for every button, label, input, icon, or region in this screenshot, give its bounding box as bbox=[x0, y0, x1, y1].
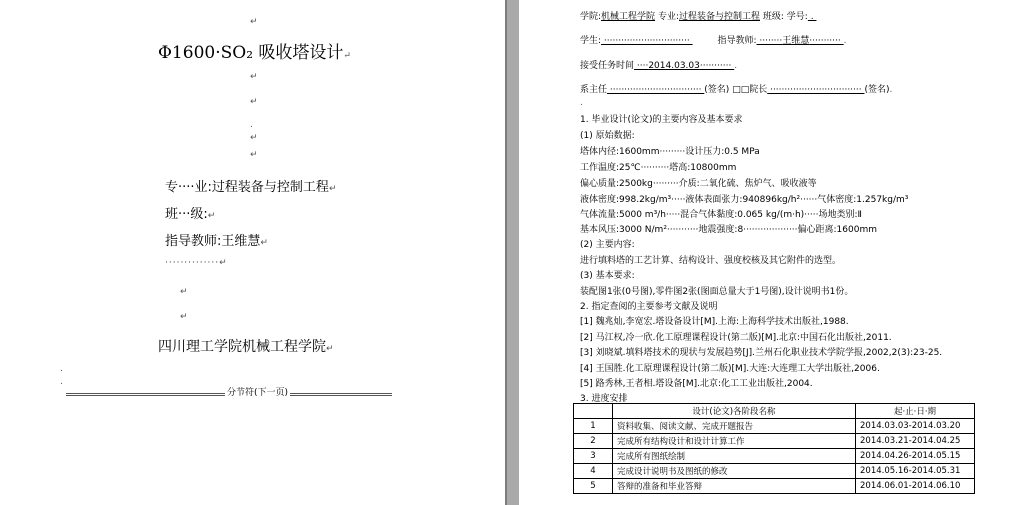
subsection-requirements[interactable]: (3) 基本要求: bbox=[580, 271, 635, 281]
data-line[interactable]: 工作温度:25℃··········塔高:10800mm bbox=[580, 163, 737, 173]
teacher-line[interactable]: 指导教师:王维慧↵ bbox=[165, 234, 268, 249]
section-break-label: 分节符(下一页) bbox=[225, 385, 290, 398]
paragraph-mark: ↵ bbox=[343, 51, 351, 61]
table-row bbox=[574, 464, 975, 479]
data-line[interactable]: 塔体内径:1600mm·········设计压力:0.5 MPa bbox=[580, 147, 760, 157]
table-row bbox=[574, 449, 975, 464]
task-time-line[interactable]: 接受任务时间 ····2014.03.03··········· . bbox=[580, 61, 738, 71]
class-label: 班···级: bbox=[165, 207, 208, 222]
subsection-raw-data[interactable]: (1) 原始数据: bbox=[580, 131, 635, 141]
content-text[interactable]: 进行填料塔的工艺计算、结构设计、强度校核及其它附件的选型。 bbox=[580, 256, 842, 266]
table-row bbox=[574, 479, 975, 494]
paragraph-mark: . bbox=[60, 377, 63, 387]
paragraph-mark: . bbox=[60, 364, 63, 374]
section-2-heading[interactable]: 2. 指定查阅的主要参考文献及说明 bbox=[580, 302, 718, 312]
section-3-heading[interactable]: 3. 进度安排 bbox=[580, 394, 628, 404]
section-1-heading[interactable]: 1. 毕业设计(论文)的主要内容及基本要求 bbox=[580, 115, 743, 125]
reference-item[interactable]: [3] 刘晓斌.填料塔技术的现状与发展趋势[J].兰州石化职业技术学院学报,2002,2(3):23-25. bbox=[580, 348, 943, 358]
row-number[interactable]: 4 bbox=[574, 464, 613, 479]
title-text: Φ1600·SO₂ 吸收塔设计 bbox=[158, 43, 344, 63]
row-date[interactable]: 2014.06.01-2014.06.10 bbox=[856, 479, 975, 494]
data-line[interactable]: 偏心质量:2500kg·········介质:二氧化硫、焦炉气、吸收液等 bbox=[580, 179, 817, 189]
reference-item[interactable]: [5] 路秀林,王者相.塔设备[M].北京:化工工业出版社,2004. bbox=[580, 379, 813, 389]
header-cell[interactable]: 起·止·日·期 bbox=[856, 404, 975, 419]
college-name[interactable]: 四川理工学院机械工程学院↵ bbox=[158, 339, 334, 355]
dotted-line: ··············↵ bbox=[165, 258, 228, 268]
task-time-value: 2014.03.03 bbox=[648, 61, 700, 71]
teacher-label: 指导教师: bbox=[165, 234, 222, 249]
paragraph-mark: ↵ bbox=[250, 72, 258, 82]
row-number[interactable]: 5 bbox=[574, 479, 613, 494]
row-number[interactable]: 2 bbox=[574, 434, 613, 449]
row-task[interactable]: 答辩的准备和毕业答辩 bbox=[613, 479, 856, 494]
row-task[interactable]: 完成所有结构设计和设计计算工作 bbox=[613, 434, 856, 449]
student-line[interactable]: 学生: ······························ 指导教师: ········王维慧··········· . bbox=[580, 36, 847, 46]
reference-item[interactable]: [1] 魏兆灿,李宽宏.塔设备设计[M].上海:上海科学技术出版社,1988. bbox=[580, 317, 849, 327]
requirements-text[interactable]: 装配图1张(0号图),零件图2张(图面总量大于1号图),设计说明书1份。 bbox=[580, 287, 854, 297]
document-title[interactable] bbox=[158, 38, 351, 63]
data-line[interactable]: 气体流量:5000 m³/h·····混合气体黏度:0.065 kg/(m·h)·····场地类别:Ⅱ bbox=[580, 210, 862, 220]
paragraph-mark: ↵ bbox=[250, 133, 258, 143]
row-date[interactable]: 2014.05.16-2014.05.31 bbox=[856, 464, 975, 479]
page-edge bbox=[505, 0, 507, 505]
table-row bbox=[574, 434, 975, 449]
subsection-content[interactable]: (2) 主要内容: bbox=[580, 240, 635, 250]
row-number[interactable]: 1 bbox=[574, 419, 613, 434]
row-date[interactable]: 2014.04.26-2014.05.15 bbox=[856, 449, 975, 464]
reference-item[interactable]: [4] 王国胜.化工原理课程设计(第二版)[M].大连:大连理工大学出版社,2006. bbox=[580, 364, 880, 374]
header-cell[interactable]: 设计(论文)各阶段名称 bbox=[613, 404, 856, 419]
major-line[interactable]: 专····业:过程装备与控制工程↵ bbox=[165, 180, 337, 195]
data-line[interactable]: 基本风压:3000 N/m²···········地震强度:8···················偏心距离:1600mm bbox=[580, 225, 877, 235]
major-value: 过程装备与控制工程 bbox=[678, 12, 760, 22]
teacher-name: 王维慧 bbox=[782, 36, 810, 46]
row-task[interactable]: 完成所有图纸绘制 bbox=[613, 449, 856, 464]
page-gutter bbox=[505, 0, 519, 505]
data-line[interactable]: 液体密度:998.2kg/m³·····液体表面张力:940896kg/h²······气体密度:1.257kg/m³ bbox=[580, 195, 909, 205]
class-line[interactable]: 班···级:↵ bbox=[165, 207, 216, 222]
paragraph-mark: ↵ bbox=[250, 150, 258, 160]
paragraph-mark: ↵ bbox=[250, 17, 258, 27]
table-row bbox=[574, 419, 975, 434]
row-task[interactable]: 完成设计说明书及图纸的修改 bbox=[613, 464, 856, 479]
paragraph-mark: . bbox=[250, 120, 253, 130]
left-page bbox=[0, 0, 505, 505]
sign-line[interactable]: 系主任 ································ (签名) □□院长 ································ (签名). bbox=[580, 85, 893, 95]
row-number[interactable]: 3 bbox=[574, 449, 613, 464]
school-line[interactable]: 学院:机械工程学院 专业:过程装备与控制工程 班级: 学号: . bbox=[580, 12, 817, 22]
schedule-table bbox=[573, 403, 975, 494]
row-task[interactable]: 资料收集、阅读文献、完成开题报告 bbox=[613, 419, 856, 434]
school-value: 机械工程学院 bbox=[601, 12, 656, 22]
paragraph-mark: ↵ bbox=[180, 312, 188, 322]
teacher-value: 王维慧 bbox=[221, 234, 261, 249]
major-value: 过程装备与控制工程 bbox=[211, 180, 329, 195]
header-cell[interactable] bbox=[574, 404, 613, 419]
table-header-row bbox=[574, 404, 975, 419]
major-label: 专····业: bbox=[165, 180, 212, 195]
reference-item[interactable]: [2] 马江权,冷一欣.化工原理课程设计(第二版)[M].北京:中国石化出版社,2011. bbox=[580, 333, 892, 343]
paragraph-mark: ↵ bbox=[250, 97, 258, 107]
row-date[interactable]: 2014.03.03-2014.03.20 bbox=[856, 419, 975, 434]
paragraph-mark: ↵ bbox=[180, 287, 188, 297]
row-date[interactable]: 2014.03.21-2014.04.25 bbox=[856, 434, 975, 449]
